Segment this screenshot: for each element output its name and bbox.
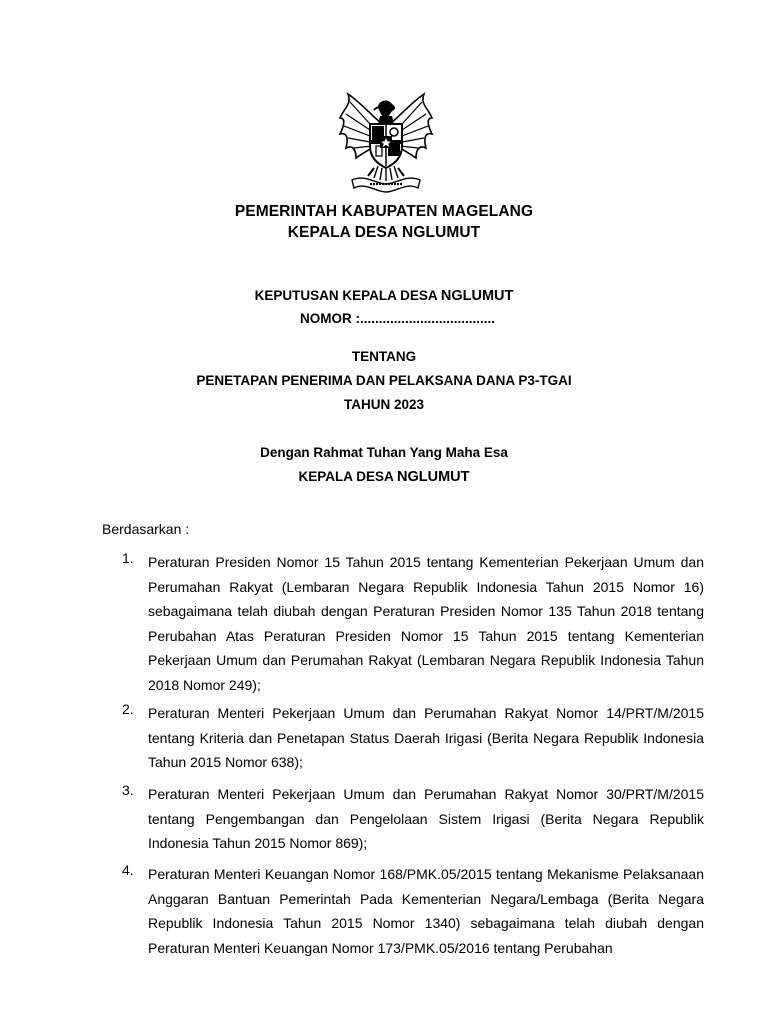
decree-year: TAHUN 2023 (343, 397, 425, 412)
legal-basis-item (122, 550, 704, 697)
government-title: PEMERINTAH KABUPATEN MAGELANG (234, 203, 534, 220)
legal-basis-number: 4. (122, 862, 134, 878)
legal-basis-number: 3. (122, 782, 134, 798)
legal-basis-number: 2. (122, 701, 134, 717)
legal-basis-text: Peraturan Presiden Nomor 15 Tahun 2015 tentang Kementerian Pekerjaan Umum dan Perumahan Rakyat (Lembaran Negara Republik Indonesia Tahun 2015 Nomor 16) sebagaimana telah diubah dengan Peraturan Presiden Nomor 135 Tahun 2018 tentang Perubahan Atas Peraturan Presiden Nomor 15 Tahun 2015 tentang Kementerian Pekerjaan Umum dan Perumahan Rakyat (Lembaran Negara Republik Indonesia Tahun 2018 Nomor 249); (148, 554, 704, 693)
village-head-name: NGLUMUT (397, 469, 470, 485)
decree-title (0, 288, 768, 304)
grace-statement: Dengan Rahmat Tuhan Yang Maha Esa (260, 445, 508, 460)
legal-basis-item (122, 701, 704, 775)
legal-basis-text: Peraturan Menteri Pekerjaan Umum dan Perumahan Rakyat Nomor 14/PRT/M/2015 tentang Kriteria dan Penetapan Status Daerah Irigasi (Berita Negara Republik Indonesia Tahun 2015 Nomor 638); (148, 705, 704, 770)
about-label: TENTANG (351, 349, 417, 364)
decree-title-village: NGLUMUT (440, 288, 514, 304)
legal-basis-number: 1. (122, 550, 134, 566)
legal-basis-item (122, 862, 704, 960)
village-head-prefix: KEPALA DESA (298, 469, 394, 484)
village-head-heading (0, 469, 768, 485)
decree-title-prefix: KEPUTUSAN KEPALA DESA (254, 288, 438, 303)
garuda-pancasila-emblem-icon (330, 84, 442, 196)
decree-subject: PENETAPAN PENERIMA DAN PELAKSANA DANA P3-TGAI (196, 373, 572, 388)
village-head-title: KEPALA DESA NGLUMUT (287, 224, 481, 241)
legal-basis-text: Peraturan Menteri Pekerjaan Umum dan Perumahan Rakyat Nomor 30/PRT/M/2015 tentang Pengembangan dan Pengelolaan Sistem Irigasi (Berita Negara Republik Indonesia Tahun 2015 Nomor 869); (148, 786, 704, 851)
decree-number: NOMOR :.................................... (300, 311, 496, 326)
legal-basis-item (122, 782, 704, 856)
basis-label: Berdasarkan : (102, 521, 190, 537)
legal-basis-text: Peraturan Menteri Keuangan Nomor 168/PMK.05/2015 tentang Mekanisme Pelaksanaan Anggaran Bantuan Pemerintah Pada Kementerian Negara/Lembaga (Berita Negara Republik Indonesia Tahun 2015 Nomor 1340) sebagaimana telah diubah dengan Peraturan Menteri Keuangan Nomor 173/PMK.05/2016 tentang Perubahan (148, 866, 704, 956)
